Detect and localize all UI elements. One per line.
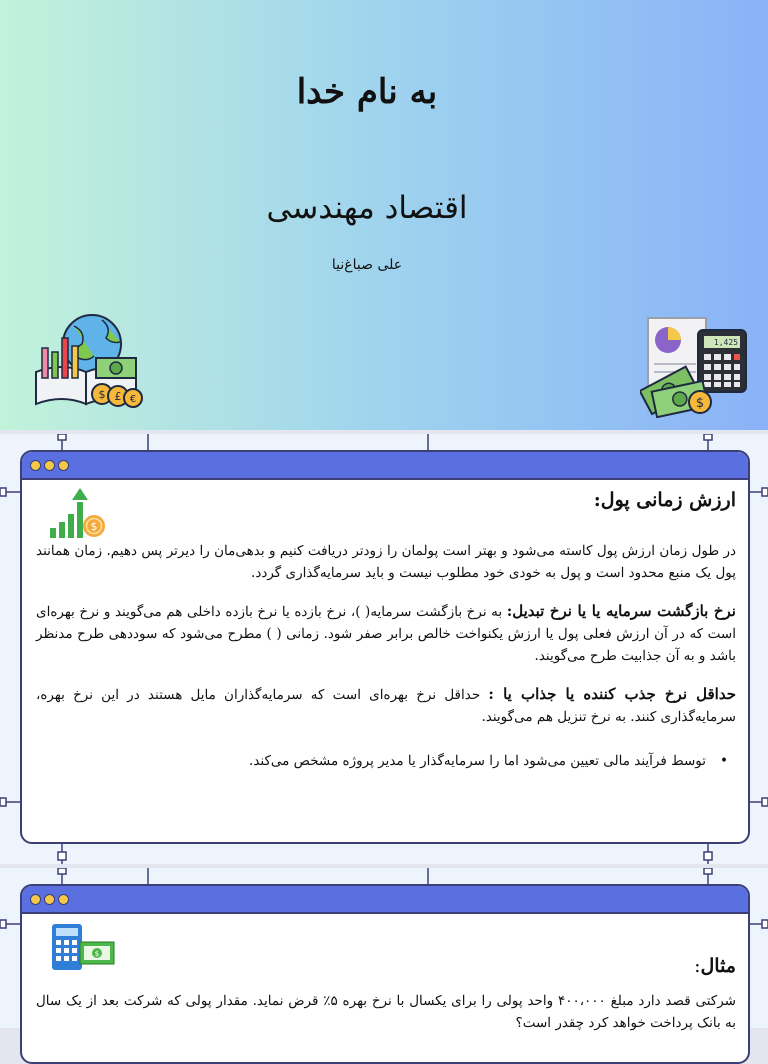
window-title-bar	[22, 452, 748, 480]
example-question: شرکتی قصد دارد مبلغ ۴۰۰،۰۰۰ واحد پولی را برای یکسال با نرخ بهره ۵٪ قرض نماید. مقدار پولی که شرکت بعد از یک سال به بانک پرداخت خواهد کرد چقدر است؟	[36, 993, 736, 1031]
svg-text:$: $	[98, 388, 106, 401]
window-dot-icon	[58, 894, 69, 905]
svg-text:1,425: 1,425	[713, 338, 738, 347]
svg-text:$: $	[90, 520, 98, 533]
window-dot-icon	[30, 460, 41, 471]
window-dot-icon	[30, 894, 41, 905]
slide-subtitle: اقتصاد مهندسی	[266, 190, 468, 226]
svg-text:£: £	[114, 390, 122, 403]
window-dot-icon	[44, 894, 55, 905]
window-content	[22, 954, 748, 1034]
calculator-money-icon	[640, 314, 752, 418]
window-title-bar	[22, 886, 748, 914]
author-name: علی صباغ‌نیا	[331, 257, 403, 273]
calculator-cash-icon	[50, 922, 116, 972]
time-value-slide	[0, 434, 768, 864]
paragraph-marr	[36, 683, 736, 728]
definition-marr: حداقل نرخ بهره‌ای است که سرمایه‌گذاران مایل هستند در این نرخ بهره، سرمایه‌گذاری کنند. به نرخ تنزیل هم می‌گویند.	[36, 687, 736, 725]
bullet-item: • توسط فرآیند مالی تعیین می‌شود اما را سرمایه‌گذار یا مدیر پروژه مشخص می‌کند.	[36, 750, 736, 772]
term-irr: نرخ بازگشت سرمایه یا یا نرخ تبدیل:	[506, 602, 736, 620]
growth-chart-coin-icon	[46, 488, 110, 542]
example-title: مثال	[700, 955, 736, 977]
content-window	[20, 884, 750, 1064]
definition-irr: به نرخ بازگشت سرمایه( )، نرخ بازده یا نرخ بازده داخلی هم می‌گویند و نرخ بهره‌ای است که در آن ارزش فعلی پول یا ارزش یکنواخت خالص برابر صفر شود. زمانی ( ) مطرح می‌شود که سوددهی طرح مدنظر باشد و به آن جذابیت طرح می‌گویند.	[36, 604, 736, 664]
svg-text:$: $	[695, 396, 705, 411]
title-slide	[0, 0, 768, 430]
example-colon: :	[694, 955, 701, 977]
paragraph-irr	[36, 600, 736, 667]
window-content	[22, 488, 748, 772]
term-marr: حداقل نرخ جذب کننده یا جذاب یا :	[488, 685, 736, 703]
window-dot-icon	[44, 460, 55, 471]
svg-text:$: $	[94, 950, 100, 958]
example-slide	[0, 868, 768, 1031]
globe-finance-icon	[32, 312, 144, 408]
slide-title: به نام خدا	[296, 72, 438, 112]
example-heading	[36, 954, 736, 978]
content-window	[20, 450, 750, 844]
paragraph-intro: در طول زمان ارزش پول کاسته می‌شود و بهتر است پولمان را زودتر دریافت کنیم و بدهی‌مان را دیرتر پس دهیم. زمان همانند پول یک منبع محدود است و پول به خودی خود مطلوب نیست و باید سرمایه‌گذاری گردد.	[36, 543, 736, 581]
svg-text:€: €	[129, 394, 137, 405]
section-heading: ارزش زمانی پول:	[593, 489, 736, 511]
window-dot-icon	[58, 460, 69, 471]
